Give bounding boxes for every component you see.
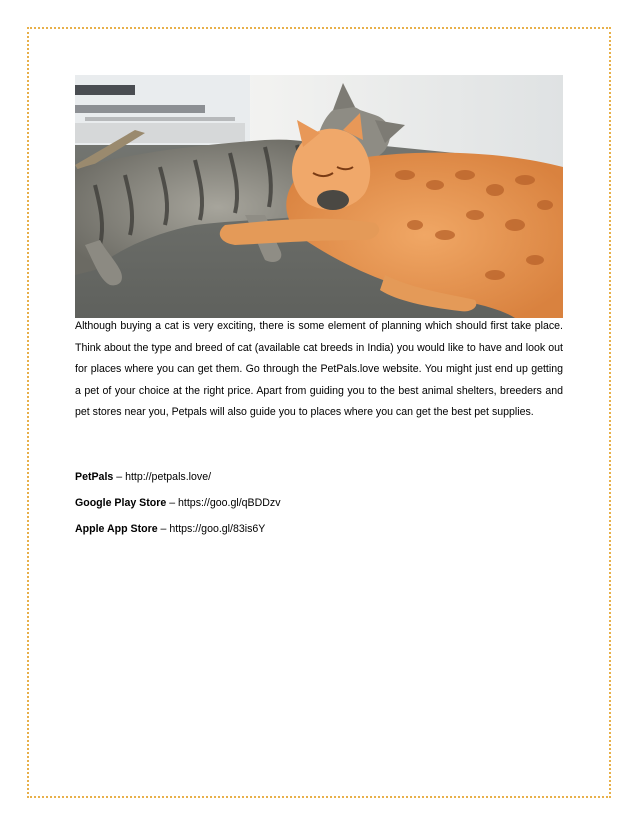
link-url[interactable]: http://petpals.love/ [125, 471, 212, 483]
link-app-store[interactable] [75, 522, 563, 536]
link-name: PetPals [75, 471, 114, 483]
link-url[interactable]: https://goo.gl/83is6Y [169, 523, 266, 535]
links-list [75, 470, 563, 548]
link-sep: – [157, 523, 170, 535]
link-name: Apple App Store [75, 523, 158, 535]
intro-paragraph: Although buying a cat is very exciting, there is some element of planning which should first take place. Think about the type and breed of cat (available cat breeds in India) you would like to have and look out for places where you can get them. Go through the PetPals.love website. You might just end up getting a pet of your choice at the right price. Apart from guiding you to the best animal shelters, breeders and pet stores near you, Petpals will also guide you to places where you can get the best pet supplies. [75, 320, 563, 418]
link-name: Google Play Store [75, 497, 167, 509]
link-sep: – [166, 497, 179, 509]
link-google-play[interactable] [75, 496, 563, 510]
link-url[interactable]: https://goo.gl/qBDDzv [178, 497, 281, 509]
link-petpals[interactable] [75, 470, 563, 484]
cats-photo [75, 75, 563, 318]
link-sep: – [113, 471, 126, 483]
